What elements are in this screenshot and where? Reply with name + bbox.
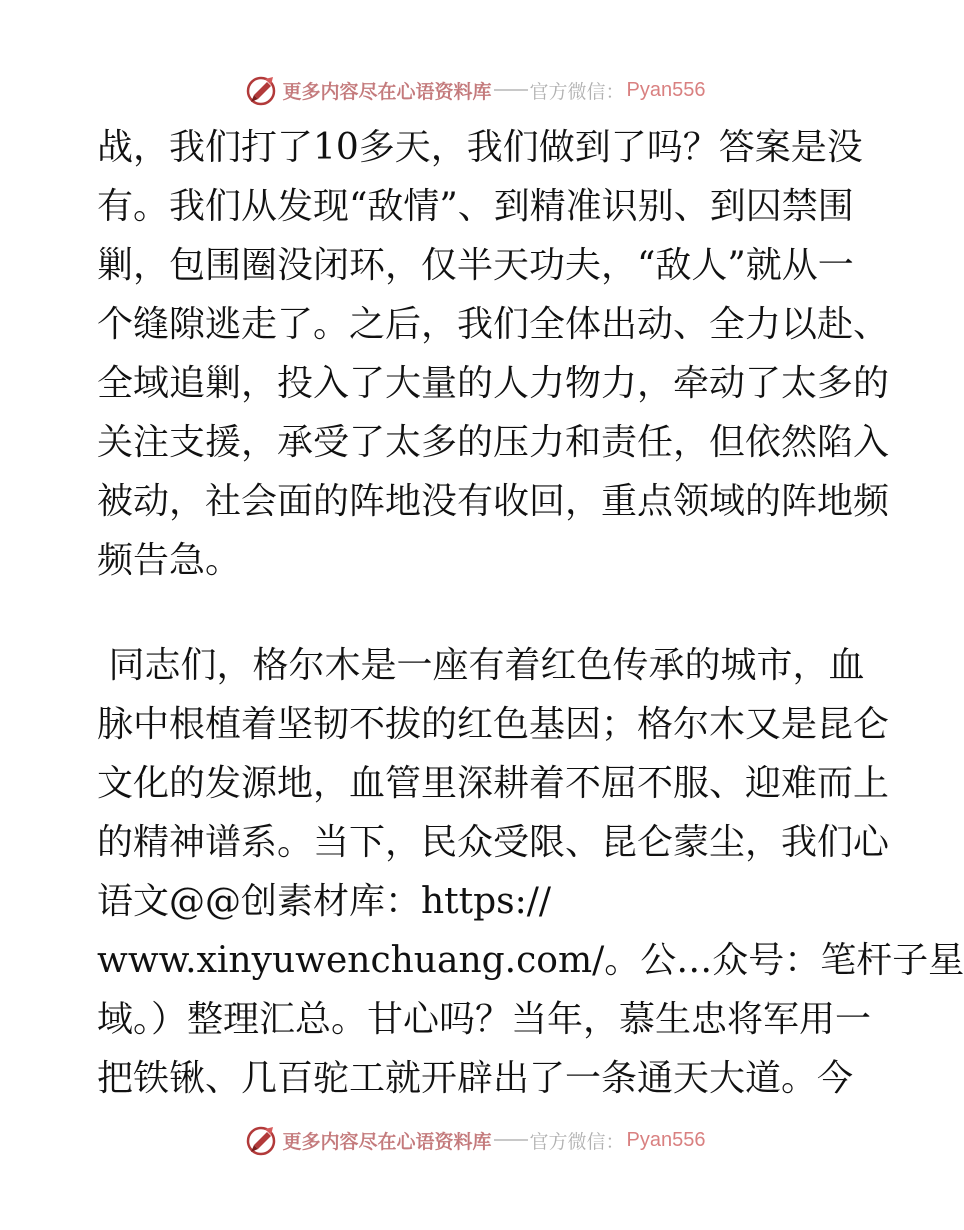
paragraph-gap — [97, 590, 857, 636]
text-line: www.xinyuwenchuang.com/。公…众号：笔杆子星 — [97, 940, 964, 981]
text-line: 的精神谱系。当下，民众受限、昆仑蒙尘，我们心 — [97, 822, 890, 863]
text-line: 频告急。 — [97, 540, 242, 581]
footer-wechat-label: 官方微信： — [529, 1130, 625, 1153]
text-line: 同志们，格尔木是一座有着红色传承的城市，血 — [97, 645, 865, 686]
document-body — [97, 118, 964, 1108]
text-line: 域。）整理汇总。甘心吗？当年，慕生忠将军用一 — [97, 999, 872, 1040]
text-line: 把铁锹、几百驼工就开辟出了一条通天大道。今 — [97, 1058, 854, 1099]
text-line: 全域追剿，投入了大量的人力物力，牵动了太多的 — [97, 363, 890, 404]
text-line: 脉中根植着坚韧不拔的红色基因；格尔木又是昆仑 — [97, 704, 890, 745]
header-banner — [0, 72, 950, 108]
footer-dash — [494, 1139, 528, 1141]
text-line: 被动，社会面的阵地没有收回，重点领域的阵地频 — [97, 481, 890, 522]
text-line: 剿，包围圈没闭环，仅半天功夫，“敌人”就从一 — [97, 245, 854, 286]
paragraph-1 — [97, 118, 890, 590]
text-line: 个缝隙逃走了。之后，我们全体出动、全力以赴、 — [97, 304, 890, 345]
header-title: 更多内容尽在心语资料库 — [282, 80, 492, 103]
footer-title: 更多内容尽在心语资料库 — [282, 1130, 492, 1153]
header-dash — [494, 89, 528, 91]
footer-banner — [0, 1122, 950, 1158]
text-line: 关注支援，承受了太多的压力和责任，但依然陷入 — [97, 422, 890, 463]
text-line: 文化的发源地，血管里深耕着不屈不服、迎难而上 — [97, 763, 890, 804]
text-line: 语文@@创素材库：https:// — [97, 881, 552, 922]
header-wechat-id: Pyan556 — [626, 78, 706, 101]
text-line: 战，我们打了10多天，我们做到了吗？答案是没 — [97, 127, 863, 168]
footer-wechat-id: Pyan556 — [626, 1128, 706, 1151]
header-wechat-label: 官方微信： — [529, 80, 625, 103]
logo-pen-icon — [245, 73, 279, 107]
logo-pen-icon — [245, 1123, 279, 1157]
paragraph-2 — [97, 636, 964, 1108]
text-line: 有。我们从发现“敌情”、到精准识别、到囚禁围 — [97, 186, 854, 227]
